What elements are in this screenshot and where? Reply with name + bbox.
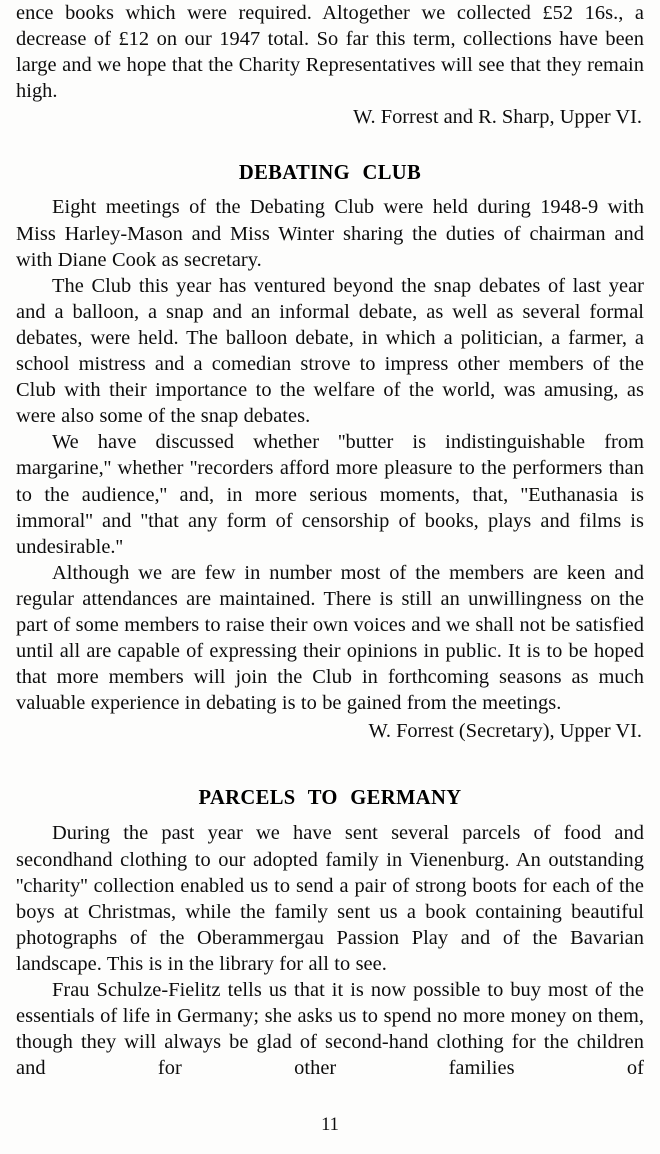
paragraph-debating-4: Although we are few in number most of the members are keen and regular attendances are maintained. There is still an unwillingness on the part of some members to raise their own voices and we shall not be satisfied until all are capable of expressing their opinions in public. It is to be hoped that more members will join the Club in forthcoming seasons as much valuable experience in debating is to be gained from the meetings.: [16, 561, 644, 715]
section-heading-debating-club: DEBATING CLUB: [238, 162, 422, 185]
paragraph-parcels-1: During the past year we have sent several parcels of food and secondhand clothing to our adopted family in Vienenburg. An outstanding ''charity'' collection enabled us to send a pair of strong boots for each of the boys at Christmas, while the family sent us a book containing beautiful photographs of the Oberammergau Passion Play and of the Bavarian landscape. This is in the library for all to see.: [16, 822, 644, 975]
paragraph-debating-3: We have discussed whether ''butter is indistinguishable from margarine,'' whether ''recorders afford more pleasure to the performers than to the audience,'' and, in more serious moments, that, ''Euthanasia is immoral'' and ''that any form of censorship of books, plays and films is undesirable.'': [16, 431, 644, 558]
spacer: [16, 811, 644, 820]
signature-charity: W. Forrest and R. Sharp, Upper VI.: [353, 106, 642, 129]
spacer: [16, 186, 644, 194]
section-heading-parcels-to-germany: PARCELS TO GERMANY: [198, 787, 462, 810]
paragraph-charity-continued: ence books which were required. Altogether we collected £52 16s., a decrease of £12 on our 1947 total. So far this term, collections have been large and we hope that the Charity Representatives will see that they remain high.: [16, 2, 644, 103]
page-number: 11: [321, 1115, 339, 1135]
paragraph-debating-2: The Club this year has ventured beyond the snap debates of last year and a balloon, a snap and an informal debate, as well as several formal debates, were held. The balloon debate, in which a politician, a farmer, a school mistress and a comedian strove to impress other members of the Club with their importance to the welfare of the world, was amusing, as were also some of the snap debates.: [16, 274, 644, 428]
spacer: [16, 744, 644, 785]
paragraph-parcels-2: Frau Schulze-Fielitz tells us that it is now possible to buy most of the essentials of life in Germany; she asks us to spend no more money on them, though they will always be glad of second-hand clothing for the children and for other families of: [16, 979, 644, 1080]
paragraph-debating-1: Eight meetings of the Debating Club were held during 1948-9 with Miss Harley-Mason and Miss Winter sharing the duties of chairman and with Diane Cook as secretary.: [16, 196, 644, 271]
signature-debating-club: W. Forrest (Secretary), Upper VI.: [368, 720, 642, 743]
spacer: [16, 130, 644, 160]
